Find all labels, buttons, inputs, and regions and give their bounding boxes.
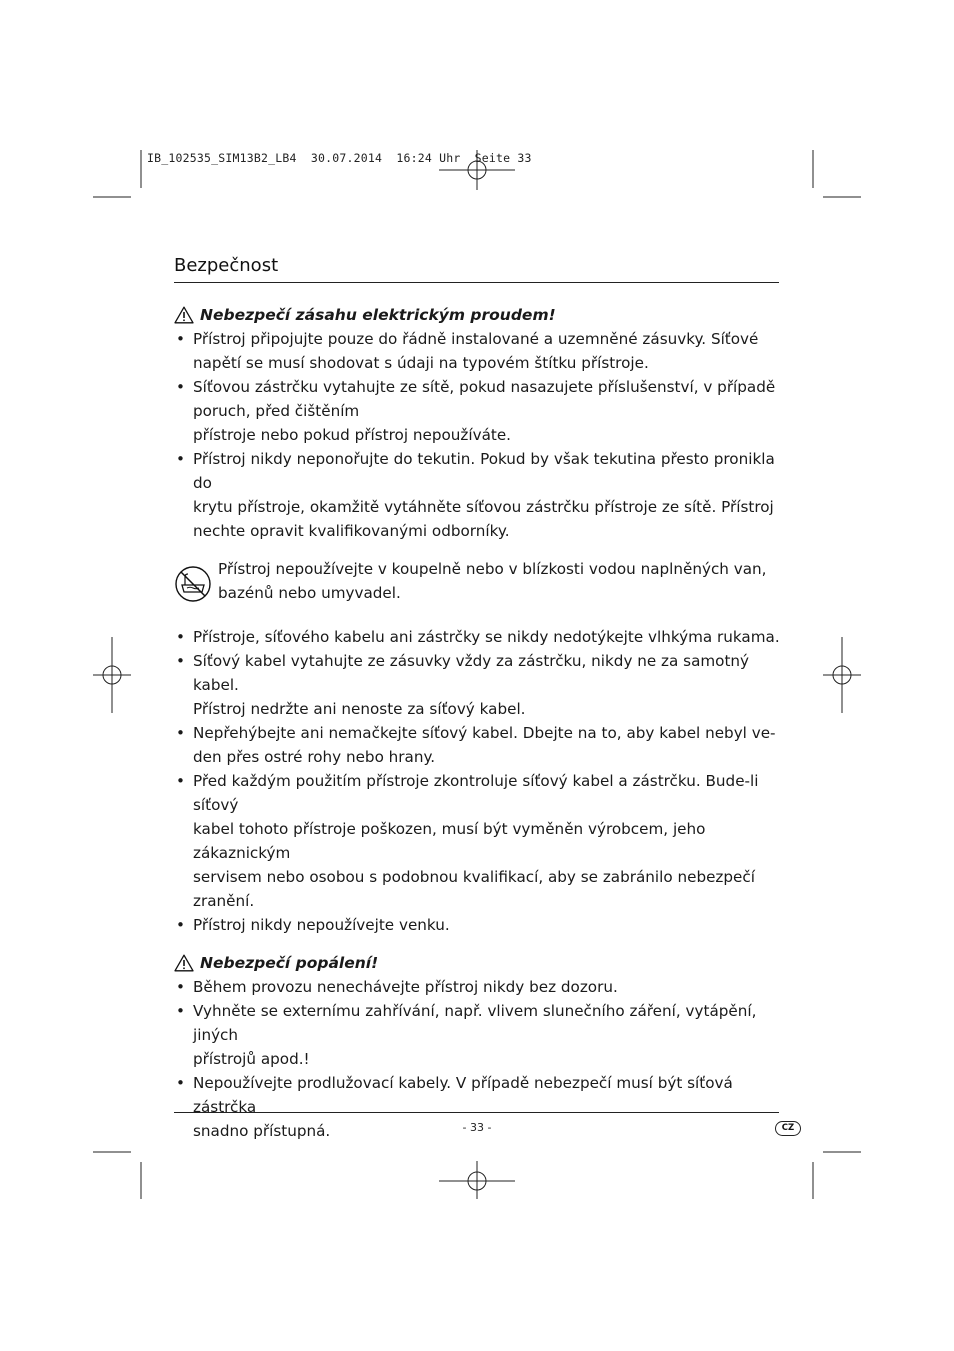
list-item-line: • Nepřehýbejte ani nemačkejte síťový kabel. Dbejte na to, aby kabel nebyl ve- <box>193 724 776 742</box>
list-item <box>174 649 780 721</box>
list-item <box>174 721 780 769</box>
safety-content <box>174 303 780 1143</box>
no-bathtub-icon <box>174 565 212 603</box>
bathroom-notice-text <box>218 557 780 605</box>
list-item <box>174 975 780 999</box>
list-item <box>174 327 780 375</box>
footer-divider <box>174 1112 779 1113</box>
list-item-line: snadno přístupná. <box>193 1122 331 1140</box>
page-number: - 33 - <box>462 1121 492 1134</box>
list-item-line: zranění. <box>193 892 255 910</box>
list-item-line: kabel tohoto přístroje poškozen, musí být vyměněn výrobcem, jeho zákaznickým <box>193 820 706 862</box>
bathroom-notice <box>174 557 780 605</box>
print-slug: IB_102535_SIM13B2_LB4 30.07.2014 16:24 Uhr Seite 33 <box>147 151 532 165</box>
list-item-line: • Přístroj připojujte pouze do řádně instalované a uzemněné zásuvky. Síťové <box>193 330 759 348</box>
electric-shock-heading <box>174 303 780 327</box>
list-item <box>174 769 780 913</box>
list-item-line: • Přístroje, síťového kabelu ani zástrčky se nikdy nedotýkejte vlhkýma rukama. <box>193 628 780 646</box>
list-item-line: • Nepoužívejte prodlužovací kabely. V případě nebezpečí musí být síťová zástrčka <box>193 1074 733 1116</box>
warning-triangle-icon <box>174 954 194 972</box>
list-item-line: krytu přístroje, okamžitě vytáhněte síťovou zástrčku přístroje ze sítě. Přístroj <box>193 498 774 516</box>
list-item-line: den přes ostré rohy nebo hrany. <box>193 748 436 766</box>
burn-hazard-list <box>174 975 780 1143</box>
list-item <box>174 447 780 543</box>
list-item <box>174 999 780 1071</box>
list-item-line: • Síťovou zástrčku vytahujte ze sítě, pokud nasazujete příslušenství, v případě <box>193 378 776 396</box>
list-item-line: poruch, před čištěním <box>193 402 360 420</box>
list-item-line: Přístroj nedržte ani nenoste za síťový kabel. <box>193 700 526 718</box>
list-item-line: • Před každým použitím přístroje zkontroluje síťový kabel a zástrčku. Bude-li síťový <box>193 772 759 814</box>
list-item-line: napětí se musí shodovat s údaji na typovém štítku přístroje. <box>193 354 649 372</box>
list-item-line: nechte opravit kvalifikovanými odborníky. <box>193 522 510 540</box>
burn-hazard-heading-text: Nebezpečí popálení! <box>200 954 379 972</box>
language-badge: CZ <box>775 1121 801 1136</box>
list-item <box>174 625 780 649</box>
cable-safety-list <box>174 625 780 937</box>
list-item-line: • Přístroj nikdy neponořujte do tekutin. Pokud by však tekutina přesto pronikla do <box>193 450 775 492</box>
burn-hazard-heading <box>174 951 780 975</box>
notice-line: Přístroj nepoužívejte v koupelně nebo v blízkosti vodou naplněných van, <box>218 560 767 578</box>
list-item-line: • Přístroj nikdy nepoužívejte venku. <box>193 916 450 934</box>
electric-shock-list <box>174 327 780 543</box>
list-item <box>174 375 780 447</box>
notice-line: bazénů nebo umyvadel. <box>218 584 401 602</box>
warning-triangle-icon <box>174 306 194 324</box>
list-item-line: • Během provozu nenechávejte přístroj nikdy bez dozoru. <box>193 978 618 996</box>
title-divider <box>174 282 779 283</box>
list-item-line: • Vyhněte se externímu zahřívání, např. vlivem slunečního záření, vytápění, jiných <box>193 1002 757 1044</box>
page-title: Bezpečnost <box>174 255 279 276</box>
electric-shock-heading-text: Nebezpečí zásahu elektrickým proudem! <box>200 306 556 324</box>
list-item-line: přístroje nebo pokud přístroj nepoužíváte. <box>193 426 512 444</box>
list-item-line: servisem nebo osobou s podobnou kvalifikací, aby se zabránilo nebezpečí <box>193 868 755 886</box>
list-item-line: • Síťový kabel vytahujte ze zásuvky vždy za zástrčku, nikdy ne za samotný kabel. <box>193 652 750 694</box>
list-item <box>174 913 780 937</box>
list-item-line: přístrojů apod.! <box>193 1050 310 1068</box>
